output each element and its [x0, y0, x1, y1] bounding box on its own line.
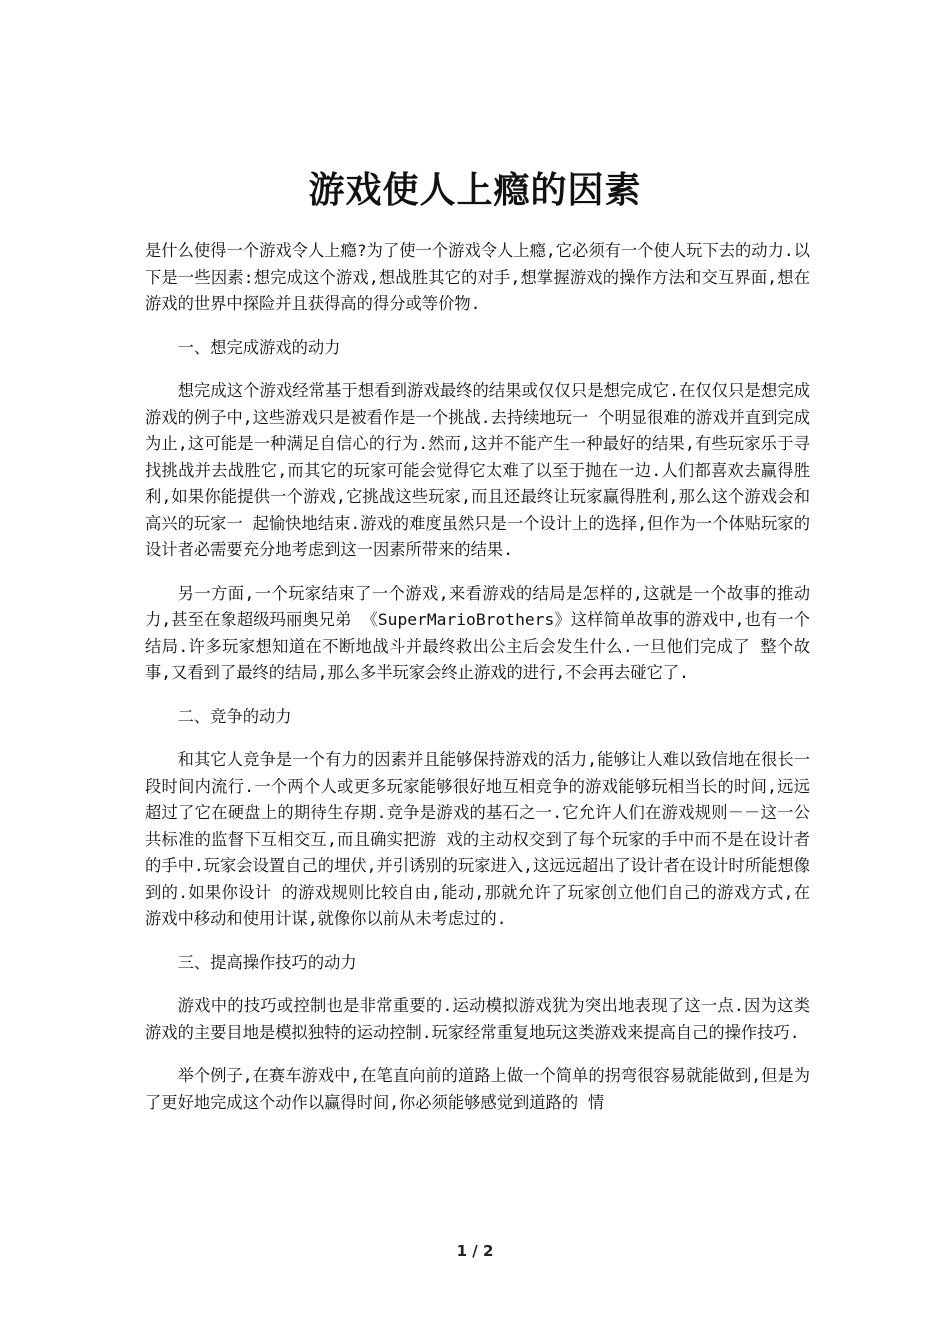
- body-paragraph: 游戏中的技巧或控制也是非常重要的.运动模拟游戏犹为突出地表现了这一点.因为这类游戏的主要目地是模拟独特的运动控制.玩家经常重复地玩这类游戏来提高自己的操作技巧.: [145, 996, 810, 1042]
- section-heading-2: 二、竞争的动力: [177, 706, 292, 726]
- body-paragraph: 另一方面,一个玩家结束了一个游戏,来看游戏的结局是怎样的,这就是一个故事的推动力,甚至在象超级玛丽奥兄弟 《SuperMarioBrothers》这样简单故事的游戏中,也有一个结局.许多玩家想知道在不断地战斗并最终救出公主后会发生什么.一旦他们完成了 整个故事,又看到了最终的结局,那么多半玩家会终止游戏的进行,不会再去碰它了.: [145, 583, 810, 682]
- body-paragraph: 和其它人竞争是一个有力的因素并且能够保持游戏的活力,能够让人难以致信地在很长一段时间内流行.一个两个人或更多玩家能够很好地互相竞争的游戏能够玩相当长的时间,远远超过了它在硬盘上的期待生存期.竞争是游戏的基石之一.它允许人们在游戏规则－－这一公共标准的监督下互相交互,而且确实把游 戏的主动权交到了每个玩家的手中而不是在设计者的手中.玩家会设置自己的埋伏,并引诱别的玩家进入,这远远超出了设计者在设计时所能想像到的.如果你设计 的游戏规则比较自由,能动,那就允许了玩家创立他们自己的游戏方式,在游戏中移动和使用计谋,就像你以前从未考虑过的.: [145, 750, 810, 928]
- intro-paragraph: 是什么使得一个游戏令人上瘾?为了使一个游戏令人上瘾,它必须有一个使人玩下去的动力.以下是一些因素:想完成这个游戏,想战胜其它的对手,想掌握游戏的操作方法和交互界面,想在游戏的世界中探险并且获得高的得分或等价物.: [145, 241, 810, 313]
- document-body: [145, 238, 810, 1133]
- page-indicator: 1 / 2: [456, 1242, 494, 1260]
- body-paragraph: 想完成这个游戏经常基于想看到游戏最终的结果或仅仅只是想完成它.在仅仅只是想完成游戏的例子中,这些游戏只是被看作是一个挑战.去持续地玩一 个明显很难的游戏并直到完成为止,这可能是一种满足自信心的行为.然而,这并不能产生一种最好的结果,有些玩家乐于寻找挑战并去战胜它,而其它的玩家可能会觉得它太难了以至于抛在一边.人们都喜欢去赢得胜利,如果你能提供一个游戏,它挑战这些玩家,而且还最终让玩家赢得胜利,那么这个游戏会和高兴的玩家一 起愉快地结束.游戏的难度虽然只是一个设计上的选择,但作为一个体贴玩家的设计者必需要充分地考虑到这一因素所带来的结果.: [145, 381, 810, 559]
- section-heading-1: 一、想完成游戏的动力: [177, 337, 341, 357]
- document-title: 游戏使人上瘾的因素: [308, 169, 642, 212]
- body-paragraph: 举个例子,在赛车游戏中,在笔直向前的道路上做一个简单的拐弯很容易就能做到,但是为了更好地完成这个动作以赢得时间,你必须能够感觉到道路的 情: [145, 1066, 810, 1112]
- section-heading-3: 三、提高操作技巧的动力: [177, 952, 357, 972]
